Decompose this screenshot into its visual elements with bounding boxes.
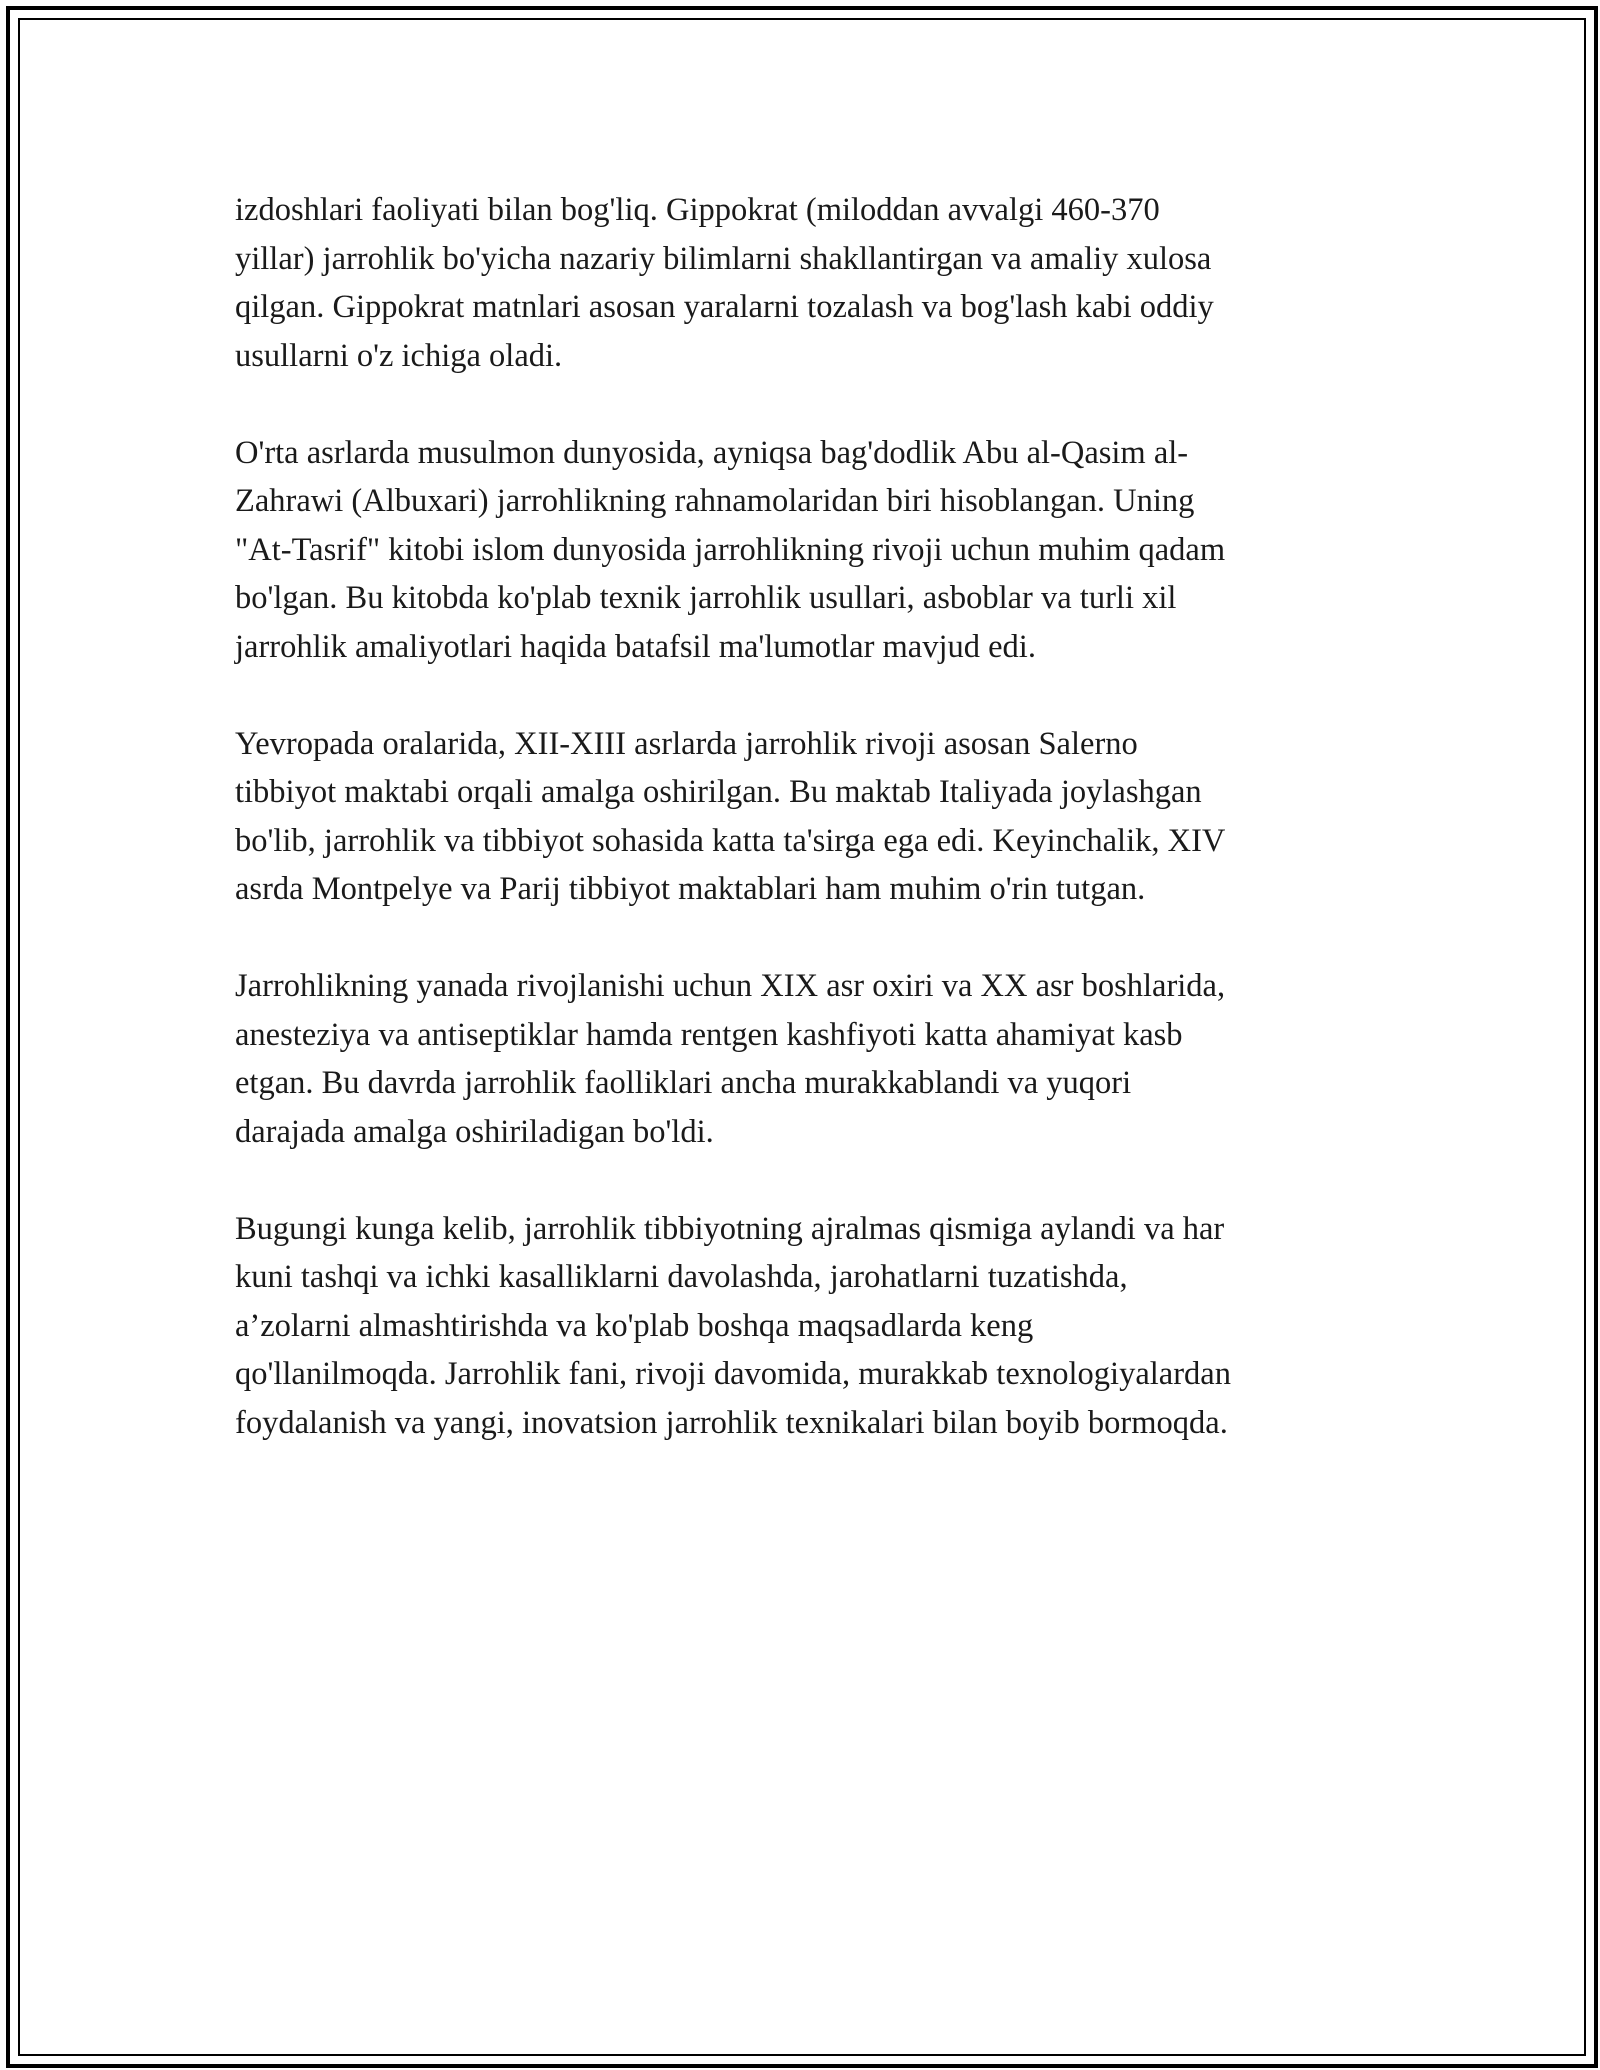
paragraph-medieval-islamic-world: O'rta asrlarda musulmon dunyosida, ayniqsa bag'dodlik Abu al-Qasim al- Zahrawi (Albuxari) jarrohlikning rahnamolaridan biri hisoblangan. Uning "At-Tasrif" kitobi islom dunyosida jarrohlikning rivoji uchun muhim qadam bo'lgan. Bu kitobda ko'plab texnik jarrohlik usullari, asboblar va turli xil jarrohlik amaliyotlari haqida batafsil ma'lumotlar mavjud edi. (235, 434, 1226, 665)
paragraph-hippocrates: izdoshlari faoliyati bilan bog'liq. Gippokrat (miloddan avvalgi 460-370 yillar) jarrohlik bo'yicha nazariy bilimlarni shakllantirgan va amaliy xulosa qilgan. Gippokrat matnlari asosan yaralarni tozalash va bog'lash kabi oddiy usullarni o'z ichiga oladi. (235, 192, 1214, 374)
paragraph-europe-salerno: Yevropada oralarida, XII-XIII asrlarda jarrohlik rivoji asosan Salerno tibbiyot maktabi orqali amalga oshirilgan. Bu maktab Italiyada joylashgan bo'lib, jarrohlik va tibbiyot sohasida katta ta'sirga ega edi. Keyinchalik, XIV asrda Montpelye va Parij tibbiyot maktablari ham muhim o'rin tutgan. (235, 725, 1226, 907)
paragraph-19th-20th-century: Jarrohlikning yanada rivojlanishi uchun XIX asr oxiri va XX asr boshlarida, anesteziya va antiseptiklar hamda rentgen kashfiyoti katta ahamiyat kasb etgan. Bu davrda jarrohlik faolliklari ancha murakkablandi va yuqori darajada amalga oshiriladigan bo'ldi. (235, 968, 1226, 1150)
document-body (235, 186, 1370, 1496)
paragraph-modern-surgery: Bugungi kunga kelib, jarrohlik tibbiyotning ajralmas qismiga aylandi va har kuni tashqi va ichki kasalliklarni davolashda, jarohatlarni tuzatishda, a’zolarni almashtirishda va ko'plab boshqa maqsadlarda keng qo'llanilmoqda. Jarrohlik fani, rivoji davomida, murakkab texnologiyalardan foydalanish va yangi, inovatsion jarrohlik texnikalari bilan boyib bormoqda. (235, 1210, 1231, 1441)
